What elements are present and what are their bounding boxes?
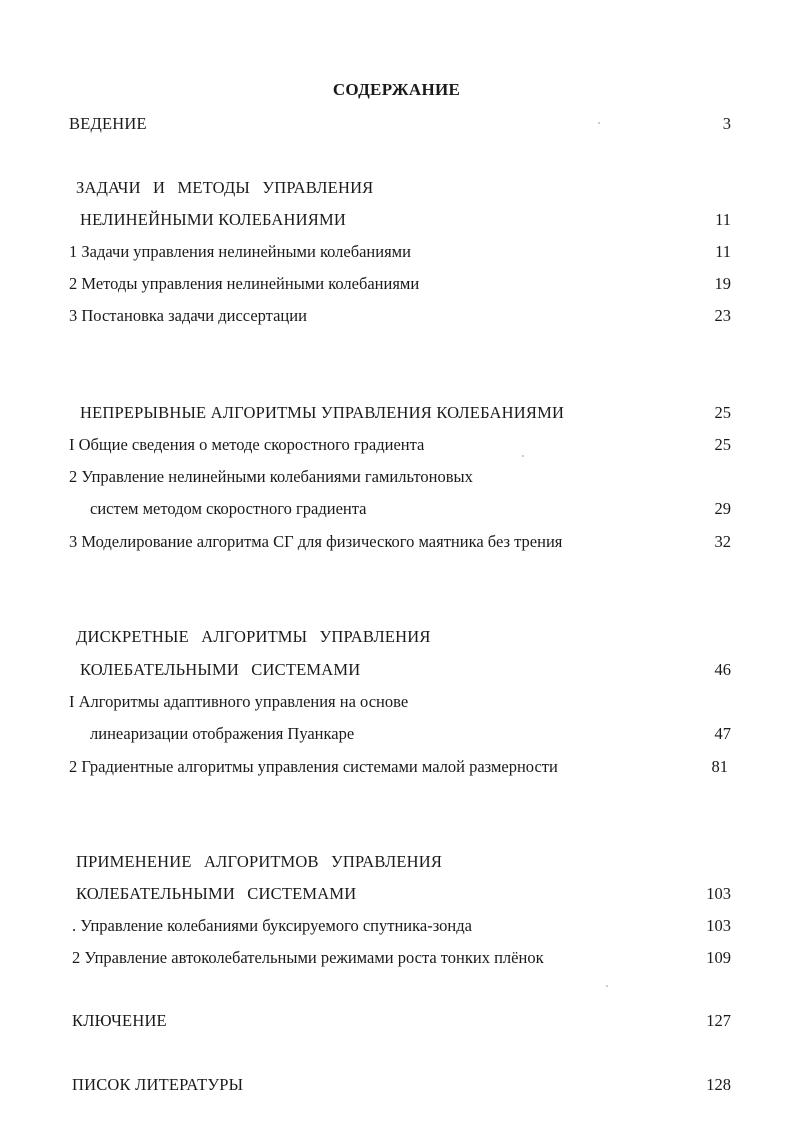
scan-speck [598,122,600,124]
toc-entry-label: НЕПРЕРЫВНЫЕ АЛГОРИТМЫ УПРАВЛЕНИЯ КОЛЕБАНИЯМИ [80,403,565,422]
toc-section-2-2 [0,464,793,490]
toc-entry-page: 103 [706,916,731,935]
toc-entry-label: ДИСКРЕТНЫЕ АЛГОРИТМЫ УПРАВЛЕНИЯ [76,627,431,646]
toc-entry-label: НЕЛИНЕЙНЫМИ КОЛЕБАНИЯМИ [80,210,346,229]
toc-entry-label: I Общие сведения о методе скоростного градиента [69,435,425,454]
toc-entry-page: 81 [711,757,728,776]
toc-entry-label: . Управление колебаниями буксируемого спутника-зонда [72,916,472,935]
toc-entry-page: 127 [706,1011,731,1030]
toc-entry-label: линеаризации отображения Пуанкаре [90,724,355,743]
toc-chapter-4-heading [0,849,793,875]
scan-speck [522,455,524,457]
page-title: СОДЕРЖАНИЕ [332,80,461,99]
toc-entry-page: 25 [714,435,731,454]
toc-section-4-2 [0,945,793,971]
toc-chapter-3-heading-cont [0,657,793,683]
toc-entry-page: 47 [714,724,731,743]
toc-section-2-3 [0,529,793,555]
toc-entry-label: I Алгоритмы адаптивного управления на основе [69,692,409,711]
toc-entry-page: 11 [715,210,731,229]
toc-entry-page: 109 [706,948,731,967]
toc-chapter-2-heading [0,400,793,426]
toc-entry-page: 32 [714,532,731,551]
toc-entry-page: 19 [714,274,731,293]
toc-section-3-1 [0,689,793,715]
toc-entry-label: ВЕДЕНИЕ [69,114,147,133]
toc-entry-label: КОЛЕБАТЕЛЬНЫМИ СИСТЕМАМИ [80,660,361,679]
toc-entry-label: 2 Управление нелинейными колебаниями гамильтоновых [69,467,473,486]
toc-chapter-1-heading-cont [0,207,793,233]
toc-entry-conclusion [0,1008,793,1034]
toc-entry-introduction [0,111,793,137]
toc-entry-page: 11 [715,242,731,261]
toc-section-2-2-cont [0,496,793,522]
toc-entry-page: 25 [714,403,731,422]
toc-entry-label: систем методом скоростного градиента [90,499,367,518]
toc-section-1-2 [0,271,793,297]
toc-entry-label: ЗАДАЧИ И МЕТОДЫ УПРАВЛЕНИЯ [76,178,374,197]
toc-entry-label: 2 Методы управления нелинейными колебаниями [69,274,420,293]
toc-entry-page: 103 [706,884,731,903]
toc-entry-label: 3 Моделирование алгоритма СГ для физического маятника без трения [69,532,563,551]
toc-entry-label: 2 Управление автоколебательными режимами роста тонких плёнок [72,948,544,967]
toc-section-4-1 [0,913,793,939]
toc-entry-label: ПИСОК ЛИТЕРАТУРЫ [72,1075,244,1094]
toc-chapter-1-heading [0,175,793,201]
toc-section-2-1 [0,432,793,458]
toc-entry-page: 3 [722,114,731,133]
toc-section-1-3 [0,303,793,329]
toc-chapter-3-heading [0,624,793,650]
toc-entry-label: КОЛЕБАТЕЛЬНЫМИ СИСТЕМАМИ [76,884,357,903]
scan-speck [606,985,608,987]
toc-entry-label: КЛЮЧЕНИЕ [72,1011,167,1030]
toc-section-1-1 [0,239,793,265]
toc-entry-label: 3 Постановка задачи диссертации [69,306,307,325]
toc-section-3-2 [0,754,793,780]
toc-chapter-4-heading-cont [0,881,793,907]
toc-entry-page: 128 [706,1075,731,1094]
toc-entry-page: 29 [714,499,731,518]
toc-entry-references [0,1072,793,1098]
toc-entry-page: 23 [714,306,731,325]
toc-entry-label: 1 Задачи управления нелинейными колебаниями [69,242,411,261]
toc-entry-page: 46 [714,660,731,679]
toc-entry-label: 2 Градиентные алгоритмы управления системами малой размерности [69,757,558,776]
toc-section-3-1-cont [0,721,793,747]
toc-entry-label: ПРИМЕНЕНИЕ АЛГОРИТМОВ УПРАВЛЕНИЯ [76,852,443,871]
